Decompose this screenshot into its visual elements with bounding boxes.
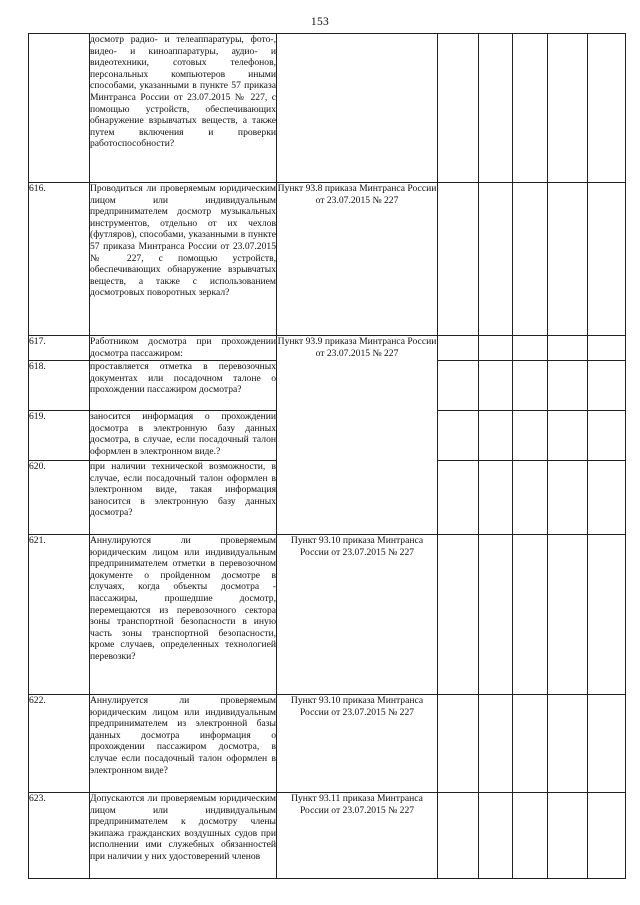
answer-cell [438,411,479,461]
legal-reference: Пункт 93.10 приказа Минтранса России от 23.07.2015 № 227 [277,695,438,793]
answer-cell [479,695,513,793]
question-text: при наличии технической возможности, в случае, если посадочный талон оформлен в электронном виде, такая информация заносится в электронную базу данных досмотра? [90,461,277,535]
answer-cell [548,535,588,695]
answer-cell [548,411,588,461]
row-number: 617. [29,336,90,361]
answer-cell [588,361,626,411]
question-text: Работником досмотра при прохождении досмотра пассажиром: [90,336,276,359]
answer-cell [479,461,513,535]
answer-cell [588,34,626,183]
question-text: Проводиться ли проверяемым юридическим лицом или индивидуальным предпринимателем досмотр музыкальных инструментов, отдельно от их чехлов (футляров), способами, указанными в пункте 57 приказа Минтранса России от 23.07.2015 № 227, с помощью устройств, обеспечивающих обнаружение взрывчатых веществ, а также с использованием досмотровых поворотных зеркал? [90,183,277,336]
row-number: 620. [29,461,90,535]
page-number: 153 [310,16,330,28]
legal-reference [277,34,438,183]
answer-cell [479,793,513,879]
table-row [29,34,626,183]
table-row [29,695,626,793]
question-text: Аннулируются ли проверяемым юридическим лицом или индивидуальным предпринимателем отметки в перевозочном документе о пройденном досмотре в случаях, когда объекты досмотра - пассажиры, прошедшие досмотр, перемещаются из перевозочного сектора зоны транспортной безопасности в иную часть зоны транспортной безопасности, кроме случаев, определенных технологией перевозки? [90,535,277,695]
answer-cell [438,793,479,879]
answer-cell [438,183,479,336]
row-number: 616. [29,183,90,336]
answer-cell [548,695,588,793]
answer-cell [513,361,548,411]
answer-cell [588,695,626,793]
table-row [29,793,626,879]
legal-reference: Пункт 93.11 приказа Минтранса России от 23.07.2015 № 227 [277,793,438,879]
answer-cell [513,793,548,879]
answer-cell [438,361,479,411]
table-row [29,535,626,695]
answer-cell [548,461,588,535]
answer-cell [479,535,513,695]
answer-cell [513,34,548,183]
answer-cell [479,411,513,461]
answer-cell [438,336,479,361]
answer-cell [479,183,513,336]
answer-cell [588,411,626,461]
table-row [29,336,626,361]
row-number [29,34,90,183]
legal-reference: Пункт 93.8 приказа Минтранса России от 23.07.2015 № 227 [277,183,438,336]
answer-cell [513,535,548,695]
answer-cell [479,336,513,361]
answer-cell [548,34,588,183]
row-number: 619. [29,411,90,461]
answer-cell [438,461,479,535]
answer-cell [548,793,588,879]
answer-cell [513,695,548,793]
answer-cell [438,535,479,695]
row-number: 622. [29,695,90,793]
answer-cell [513,183,548,336]
row-number: 623. [29,793,90,879]
row-number: 621. [29,535,90,695]
answer-cell [513,411,548,461]
checklist-table [28,33,626,879]
answer-cell [438,695,479,793]
answer-cell [438,34,479,183]
question-text: досмотр радио- и телеаппаратуры, фото-, видео- и киноаппаратуры, аудио- и видеотехники, сотовых телефонов, персональных компьютеров иными способами, указанными в пункте 57 приказа Минтранса России от 23.07.2015 № 227, с помощью устройств, обеспечивающих обнаружение взрывчатых веществ, а также путем включения и проверки работоспособности? [90,34,277,183]
answer-cell [588,793,626,879]
question-text: заносится информация о прохождении досмотра в электронную базу данных досмотра, в случае, если посадочный талон оформлен в электронном виде.? [90,411,277,461]
answer-cell [588,461,626,535]
answer-cell [588,183,626,336]
question-text: Аннулируется ли проверяемым юридическим лицом или индивидуальным предпринимателем из электронной базы данных досмотра информация о прохождении пассажиром досмотра, в случае если посадочный талон оформлен в электронном виде? [90,695,277,793]
answer-cell [513,336,548,361]
legal-reference: Пункт 93.10 приказа Минтранса России от 23.07.2015 № 227 [277,535,438,695]
row-number: 618. [29,361,90,411]
answer-cell [588,535,626,695]
answer-cell [548,183,588,336]
question-text: проставляется отметка в перевозочных документах или посадочном талоне о прохождении пассажиром досмотра? [90,361,277,411]
answer-cell [588,336,626,361]
answer-cell [479,34,513,183]
answer-cell [548,361,588,411]
answer-cell [548,336,588,361]
answer-cell [513,461,548,535]
table-row [29,183,626,336]
answer-cell [479,361,513,411]
question-text: Допускаются ли проверяемым юридическим лицом или индивидуальным предпринимателем к досмотру члены экипажа гражданских воздушных судов при исполнении ими служебных обязанностей при наличии у них удостоверений членов [90,793,277,879]
legal-reference: Пункт 93.9 приказа Минтранса России от 23.07.2015 № 227 [277,336,438,535]
